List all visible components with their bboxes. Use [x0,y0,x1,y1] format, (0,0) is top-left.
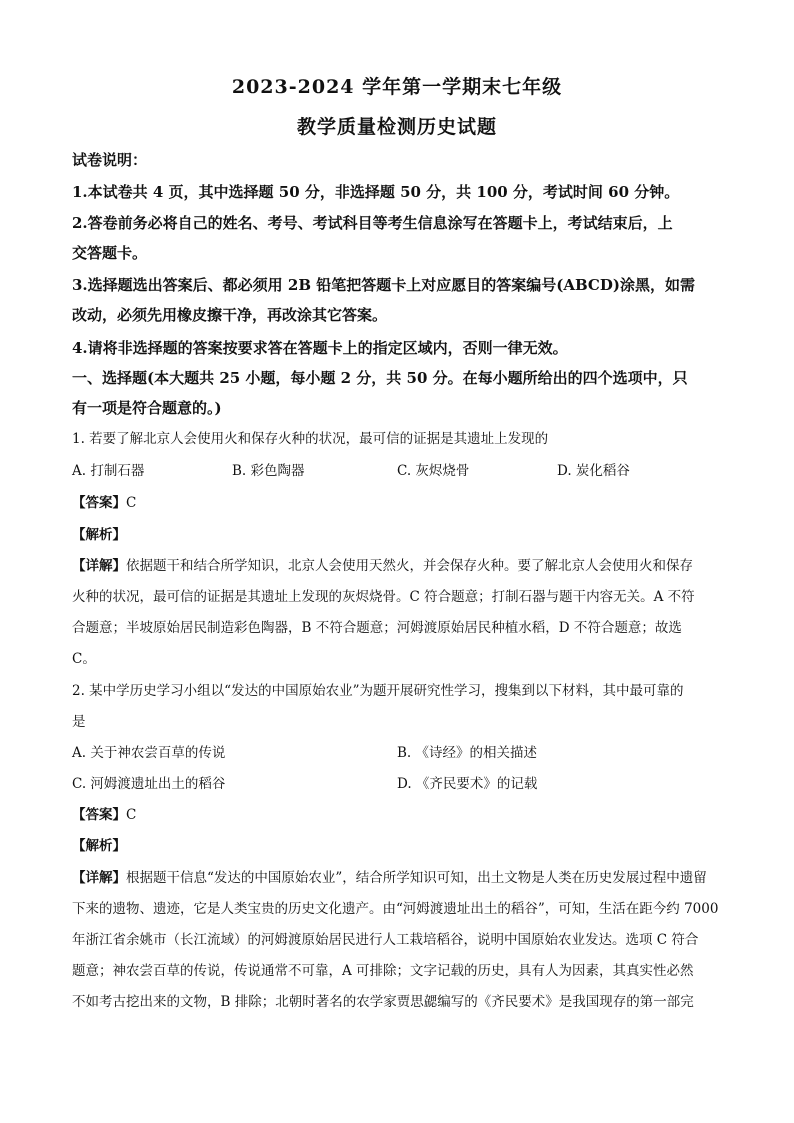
answer-value: C [126,495,137,511]
detail-tag: 【详解】 [72,870,126,886]
q2-option-a: A. 关于神农尝百草的传说 [72,745,226,761]
q1-option-b: B. 彩色陶器 [232,463,305,479]
q1-detail-line2: 火种的状况，最可信的证据是其遗址上发现的灰烬烧骨。C 符合题意；打制石器与题干内容无关。A 不符 [72,589,695,605]
instruction-item-4: 4.请将非选择题的答案按要求答在答题卡上的指定区域内，否则一律无效。 [72,339,568,357]
exam-title-line1: 2023-2024 学年第一学期末七年级 [231,76,563,98]
exam-title-line2: 教学质量检测历史试题 [296,116,497,138]
question-2-stem-cont: 是 [72,714,86,730]
instruction-item-3: 3.选择题选出答案后、都必须用 2B 铅笔把答题卡上对应愿目的答案编号(ABCD)涂黑，如需 [72,276,695,294]
q2-detail-line4: 题意；神农尝百草的传说，传说通常不可靠，A 可排除；文字记载的历史，具有人为因素，其真实性必然 [72,963,694,979]
question-2-stem: 2. 某中学历史学习小组以“发达的中国原始农业”为题开展研究性学习，搜集到以下材料，其中最可靠的 [72,683,684,699]
instruction-item-2-cont: 交答题卡。 [72,244,148,262]
q1-option-c: C. 灰烬烧骨 [397,463,470,479]
instruction-item-2: 2.答卷前务必将自己的姓名、考号、考试科目等考生信息涂写在答题卡上，考试结束后，上 [72,214,673,232]
q1-option-d: D. 炭化稻谷 [557,463,630,479]
q1-option-a: A. 打制石器 [72,463,145,479]
answer-tag: 【答案】 [72,495,126,511]
instruction-item-1: 1.本试卷共 4 页，其中选择题 50 分，非选择题 50 分，共 100 分，考试时间 60 分钟。 [72,183,680,201]
q2-detail-line5: 不如考古挖出来的文物，B 排除；北朝时著名的农学家贾思勰编写的《齐民要术》是我国现存的第一部完 [72,994,694,1010]
q1-analysis-tag: 【解析】 [72,527,126,543]
q1-detail-line4: C。 [72,651,96,667]
section-heading-cont: 有一项是符合题意的。) [72,399,222,417]
section-heading: 一、选择题(本大题共 25 小题，每小题 2 分，共 50 分。在每小题所给出的四个选项中，只 [72,369,688,387]
q2-detail-line2: 下来的遗物、遗迹，它是人类宝贵的历史文化遗产。由“河姆渡遗址出土的稻谷”，可知，生活在距今约 7000 [72,901,719,917]
q1-detail-line3: 合题意；半坡原始居民制造彩色陶器，B 不符合题意；河姆渡原始居民种植水稻，D 不符合题意；故选 [72,620,682,636]
q2-option-c: C. 河姆渡遗址出土的稻谷 [72,776,226,792]
q1-detail-line1 [72,556,722,576]
q1-answer [72,493,136,513]
q2-option-d: D. 《齐民要术》的记载 [397,776,538,792]
answer-tag: 【答案】 [72,807,126,823]
q2-analysis-tag: 【解析】 [72,838,126,854]
q2-option-b: B. 《诗经》的相关描述 [397,745,538,761]
detail-text: 依据题干和结合所学知识，北京人会使用天然火，并会保存火种。要了解北京人会使用火和保存 [126,558,693,574]
question-1-stem: 1. 若要了解北京人会使用火和保存火种的状况，最可信的证据是其遗址上发现的 [72,431,549,447]
q2-answer [72,805,136,825]
answer-value: C [126,807,137,823]
detail-tag: 【详解】 [72,558,126,574]
q2-detail-line3: 年浙江省余姚市（长江流域）的河姆渡原始居民进行人工栽培稻谷，说明中国原始农业发达。选项 C 符合 [72,932,699,948]
instruction-item-3-cont: 改动，必须先用橡皮擦干净，再改涂其它答案。 [72,306,388,324]
detail-text: 根据题干信息“发达的中国原始农业”，结合所学知识可知，出土文物是人类在历史发展过程中遗留 [126,870,707,886]
instructions-heading: 试卷说明： [72,151,148,169]
q2-detail-line1 [72,868,722,888]
